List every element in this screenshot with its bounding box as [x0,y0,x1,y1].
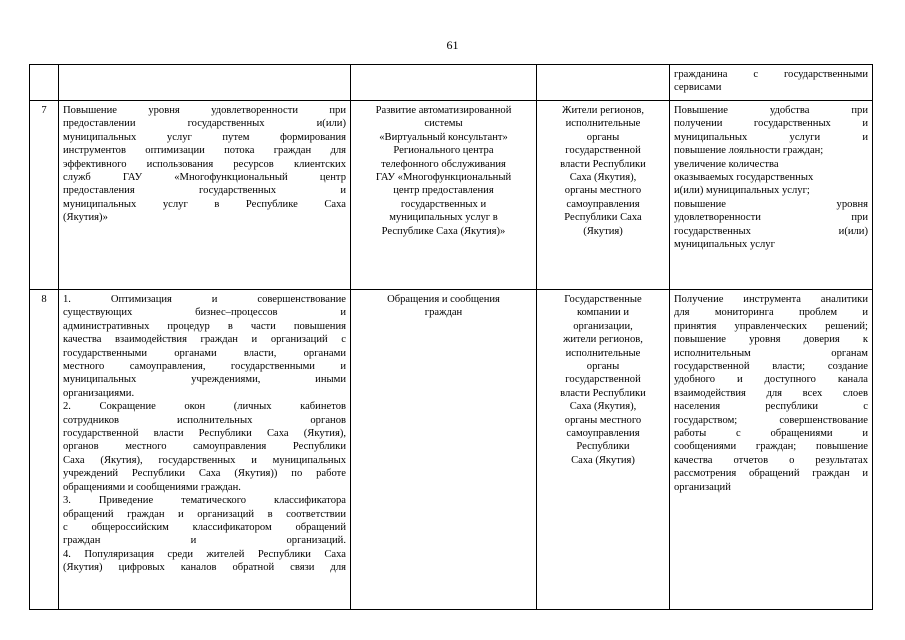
text-line: взаимодействия для всех слоев [674,387,868,399]
text-line: органы местного [564,414,642,426]
text-line: Жители регионов, [561,105,645,116]
text-line: Регионального центра [393,145,494,157]
text-line: самоуправления [566,198,640,210]
text-line: муниципальных услуг путем формирования [63,131,346,143]
row-number-cell: 7 [30,101,59,290]
text-line: самоуправления [566,428,640,440]
text-line: сообщениями граждан; повышение [674,441,868,453]
text-line: принятия управленческих решений; [674,320,868,332]
text-line: органы местного [564,185,642,197]
text-line: компании и [576,307,630,319]
text-line: исполнительные [565,118,641,130]
text-line: удовлетворенности при [674,212,868,224]
text-line: Получение инструмента аналитики [674,294,868,305]
text-line: центр предоставления [393,185,494,197]
text-line: муниципальных услуг [674,239,775,251]
text-line: гражданина с государственными [674,69,868,80]
text-line: Развитие автоматизированной [375,105,512,116]
text-line: эффективного использования ресурсов клиентских [63,158,346,170]
text-line: «Виртуальный консультант» [379,131,508,143]
text-line: организации, [573,320,633,332]
text-line: инструментов оптимизации потока граждан для [63,145,346,157]
measure-cell [59,290,351,610]
text-line: Республики [576,441,630,453]
text-line: (Якутия) цифровых каналов обратной связи для [63,562,346,574]
text-line: служб ГАУ «Многофункциональный центр [63,172,346,184]
text-line: обращений граждан и организаций в соответствии [63,508,346,520]
text-line: телефонного обслуживания [381,158,506,170]
text-line: государственной [565,374,641,386]
effect-cell [670,290,873,610]
text-line: государственных и [400,198,487,210]
text-line: с общероссийским классификатором обращений [63,521,346,533]
text-line: 1. Оптимизация и совершенствование [63,294,346,305]
text-line: предоставления государственных и [63,185,346,197]
text-line: (Якутия)» [63,212,108,224]
effect-cell [670,101,873,290]
text-line: исполнительные [565,347,641,359]
text-line: предоставлении государственных и(или) [63,118,346,130]
text-line: сервисами [674,82,722,94]
text-line: повышение лояльности граждан; [674,145,824,157]
text-line: для мониторинга проблем и [674,307,868,319]
text-line: системы [424,118,463,130]
text-line: работы с обращениями и [674,428,868,440]
text-line: жители регионов, [563,334,643,346]
text-line: рассмотрения обращений граждан и [674,468,868,480]
text-line: государством; совершенствование [674,414,868,426]
text-line: Республике Саха (Якутия)» [381,225,506,237]
text-line: Обращения и сообщения [387,294,500,305]
measures-table [29,64,873,610]
participants-cell [537,290,670,610]
text-line: получении государственных и [674,118,868,130]
text-line: Саха (Якутия), [569,401,637,413]
result-cell [351,101,537,290]
table-row [30,290,873,610]
text-line: муниципальных услуги и [674,131,868,143]
text-line: Повышение уровня удовлетворенности при [63,105,346,116]
text-line: граждан и организаций. [63,535,346,547]
text-line: повышение уровня доверия к [674,334,868,346]
measure-cell [59,65,351,101]
text-line: оказываемых государственных [674,172,814,184]
text-line: государственной власти; создание [674,361,868,373]
text-line: Республики Саха [564,212,642,224]
table-row [30,101,873,290]
page-number: 61 [446,38,459,52]
text-line: 4. Популяризация среди жителей Республики Саха [63,548,346,560]
text-line: качества взаимодействия граждан и организаций с [63,334,346,346]
result-cell [351,65,537,101]
participants-cell [537,101,670,290]
text-line: обращениями и сообщениями граждан. [63,481,241,493]
text-line: 2. Сокращение окон (личных кабинетов [63,401,346,413]
text-line: Повышение удобства при [674,105,868,116]
text-line: государственной власти Республики Саха (Якутия), [63,428,346,440]
effect-cell [670,65,873,101]
text-line: Государственные [564,294,642,305]
text-line: государственных и(или) [674,225,868,237]
text-line: (Якутия) [583,225,623,237]
text-line: организаций [674,481,731,493]
text-line: муниципальных учреждениями, иными [63,374,346,386]
text-line: 3. Приведение тематического классификатора [63,495,346,507]
text-line: административных процедур в части повышения [63,320,346,332]
text-line: Саха (Якутия) [571,454,635,466]
text-line: государственными органами власти, органами [63,347,346,359]
text-line: исполнительным органам [674,347,868,359]
text-line: Саха (Якутия), [569,172,637,184]
measure-cell [59,101,351,290]
text-line: органы [586,361,620,373]
text-line: органы [586,131,620,143]
text-line: организациями. [63,387,135,399]
text-line: муниципальных услуг в Республике Саха [63,198,346,210]
text-line: повышение уровня [674,198,868,210]
participants-cell [537,65,670,101]
text-line: сотрудников исполнительных органов [63,414,346,426]
text-line: власти Республики [560,387,646,399]
text-line: местного самоуправления, государственными и [63,361,346,373]
text-line: населения республики с [674,401,868,413]
text-line: граждан [424,307,463,319]
text-line: качества отчетов о результатах [674,454,868,466]
row-number-cell [30,65,59,101]
text-line: удобного и доступного канала [674,374,868,386]
text-line: власти Республики [560,158,646,170]
text-line: Саха (Якутия), государственных и муниципальных [63,454,346,466]
text-line: и(или) муниципальных услуг; [674,185,810,197]
text-line: муниципальных услуг в [389,212,498,224]
text-line: учреждений Республики Саха (Якутия)) по работе [63,468,346,480]
text-line: государственной [565,145,641,157]
text-line: увеличение количества [674,158,779,170]
row-number-cell: 8 [30,290,59,610]
text-line: органов местного самоуправления Республики [63,441,346,453]
result-cell [351,290,537,610]
text-line: существующих бизнес–процессов и [63,307,346,319]
table-row [30,65,873,101]
text-line: ГАУ «Многофункциональный [375,172,512,184]
